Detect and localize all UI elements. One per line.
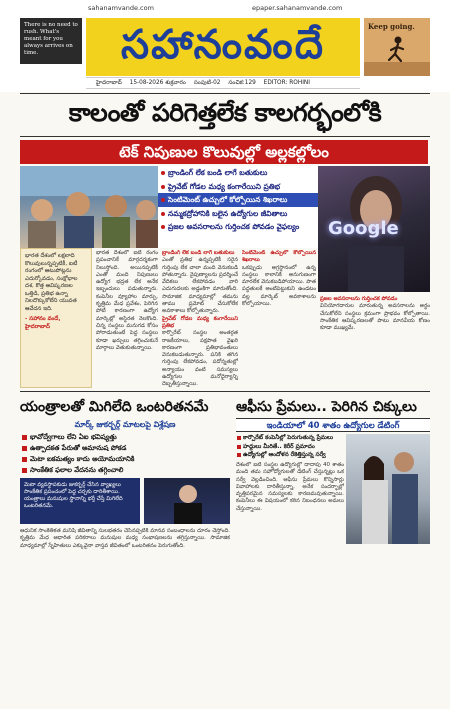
dateline (86, 77, 360, 89)
section3-points (236, 434, 346, 460)
section3-headline[interactable]: ఆఫీసు ప్రేమలు.. పెరిగిన చిక్కులు (236, 399, 417, 415)
divider (20, 136, 430, 137)
point-item: హద్దులు మీరితే.. కెరీర్ ప్రమాదం (236, 443, 346, 452)
website-url[interactable]: sahanamvande.com (88, 4, 154, 12)
dateline-editor: EDITOR: ROHINI (263, 80, 310, 86)
promo-box (364, 18, 430, 76)
section-banner: టెక్ నిపుణుల కొలువుల్లో అల్లకల్లోలం (20, 140, 428, 164)
subheading: ప్రజల అవసరాలను గుర్తించక పోవడం (320, 296, 398, 302)
tech-professionals-photo (20, 166, 158, 248)
zuckerberg-photo (144, 478, 230, 524)
dateline-date: 15-08-2026 శుక్రవారం (129, 80, 186, 86)
divider (20, 391, 430, 392)
article-text: ఆధునిక సాంకేతికత మనిషి జీవితాన్ని సులభతరం చేసినప్పటికీ మానవ సంబంధాలను దూరం చేస్తోంది. కృత్రిమ మేధ ఆధారిత పరికరాలు మనుషుల మధ్య సంభాషణలను తగ్గిస్తున్నాయి. సామాజిక మాధ్యమాల్లో స్నేహితులు ఎక్కువైనా వాస్తవ జీవితంలో ఒంటరితనం పెరుగుతోంది. (20, 528, 230, 549)
intro-box (20, 248, 92, 388)
section2-summary-panel: మెటా వ్యవస్థాపకుడు జుకర్బర్గ్ చేసిన వ్యాఖ్యలు సాంకేతిక ప్రపంచంలో పెద్ద చర్చకు దారితీశాయి. యంత్రాలు మనుషుల స్థానాన్ని భర్తీ చేస్తే మిగిలేది ఒంటరితనమే. (20, 478, 140, 524)
article-column (236, 462, 344, 700)
highlight-item[interactable]: సెంటిమెంట్ ఉచ్చులో కోల్పోయిన శిఖరాలు (158, 193, 318, 207)
article-column (242, 250, 316, 388)
subheading: ప్రైవేట్ గోడల మధ్య కంగారేయిని ప్రతిభ (162, 315, 238, 329)
highlight-item[interactable]: బ్రాండింగ్ లేక బండి లాగే బతుకులు (158, 166, 318, 180)
point-item: సాంకేతిక ఫలాల వేదనను తగ్గించాలి (20, 465, 230, 476)
section2-headline[interactable]: యంత్రాలతో మిగిలేది ఒంటరితనమే (20, 399, 209, 415)
article-column (20, 528, 230, 700)
main-headline[interactable]: కాలంతో పరిగెత్తలేక కాలగర్భంలోకి (68, 98, 382, 127)
dateline-number: సంచిక:129 (228, 80, 256, 86)
point-item: భావోద్వేగాలు లేని ఏఐ భవిష్యత్తు (20, 432, 230, 443)
subheading: బ్రాండింగ్ లేక బండి లాగే బతుకులు (162, 250, 235, 256)
article-text: కార్పొరేట్ సంస్థల అంతర్గత రాజకీయాలు, పక్షపాత వైఖరి కారణంగా ప్రతిభావంతులు వెనుకబడుతున్నారు. పనికి తగిన గుర్తింపు లేకపోవడం, పదోన్నతుల్లో అన్యాయం వంటి సమస్యలు ఉద్యోగుల మనోధైర్యాన్ని దెబ్బతీస్తున్నాయి. (162, 330, 238, 388)
office-couple-photo (346, 434, 430, 544)
subheading: సెంటిమెంట్ ఉచ్చులో కోల్పోయిన శిఖరాలు (242, 250, 316, 264)
article-column (96, 250, 158, 388)
byline: - సహానం వందే, హైదరాబాద్ (25, 316, 61, 330)
runner-illustration (364, 32, 430, 76)
point-item: ఉద్యోగుల్లో ఆందోళన రేకెత్తిస్తున్న సర్వే (236, 451, 346, 460)
highlight-item[interactable]: ప్రైవేట్ గోడల మధ్య కంగారేయిని ప్రతిభ (158, 180, 318, 194)
point-item: కార్పొరేట్ కంపెనీల్లో పెరుగుతున్న ప్రేమలు (236, 434, 346, 443)
highlight-item[interactable]: నమ్మకద్రోహానికి బలైన ఉద్యోగుల జీవితాలు (158, 207, 318, 221)
point-item: ఉత్పాదకత పేరుతో అమానుష పోకడ (20, 443, 230, 454)
article-text: భారత దేశంలో ఐటీ రంగం ప్రపంచానికే మార్గదర్శకంగా నిలుస్తోంది. అయినప్పటికీ ఎంతో మంది నిపుణులు ఉద్యోగ భద్రత లేక అనేక ఇబ్బందులు పడుతున్నారు. కంపెనీల వ్యూహాల మార్పు, కృత్రిమ మేధ ప్రవేశం, పెరిగిన పోటీ కారణంగా ఉద్యోగ మార్కెట్లో అస్థిరత నెలకొంది. చిన్న సంస్థలు మనుగడ కోసం పోరాడుతుంటే పెద్ద సంస్థలు కూడా ఖర్చులు తగ్గించుకునే మార్గాలు వెతుకుతున్నాయి. (96, 250, 158, 351)
article-text: ఒకప్పుడు అగ్రస్థానంలో ఉన్న సంస్థలు కాలానికి అనుగుణంగా మారలేక వెనుకబడిపోయాయి. పాత పద్ధతులకే అంటిపెట్టుకుని ఉండటం వల్ల మార్కెట్ అవకాశాలను కోల్పోయాయి. (242, 264, 316, 308)
article-text: దేశంలో ఐటీ సంస్థల ఉద్యోగుల్లో దాదాపు 40 శాతం మంది తమ సహోద్యోగులతో డేటింగ్ చేస్తున్నట్లు ఒక సర్వే వెల్లడించింది. ఆఫీసు ప్రేమలు కొన్నిసార్లు వివాహాలకు దారితీస్తున్నా, అనేక సందర్భాల్లో వృత్తిపరమైన సమస్యలకు కారణమవుతున్నాయి. కంపెనీలు ఈ విషయంలో కఠిన నిబంధనలు అమలు చేస్తున్నాయి. (236, 462, 344, 512)
highlights-list (158, 166, 318, 248)
article-column (320, 296, 430, 388)
article-text: వినియోగదారుల మారుతున్న అవసరాలను అర్థం చేసుకోలేని సంస్థలు క్రమంగా ప్రాభవం కోల్పోతాయి. సాంకేతిక ఆవిష్కరణలతో పాటు మానవీయ కోణం కూడా ముఖ్యమే. (320, 303, 430, 332)
section3-banner: ఇండియాలో 40 శాతం ఉద్యోగుల డేటింగ్ (236, 418, 430, 432)
section2-points (20, 432, 230, 476)
article-text: ఎంతో ప్రతిభ ఉన్నప్పటికీ సరైన గుర్తింపు లేక చాలా మంది వెనుకబడి పోతున్నారు. నైపుణ్యాలను ప్రదర్శించే వేదికలు లేకపోవడం వారి ఎదుగుదలకు అడ్డంకిగా మారుతోంది. సామాజిక మాధ్యమాల్లో తమను తాము ప్రమోట్ చేసుకోలేక అవకాశాలు కోల్పోతున్నారు. (162, 257, 238, 315)
intro-text: భారత దేశంలో లక్షలాది కొలువులున్నప్పటికీ, ఐటీ రంగంలో ఆటుపోట్లను ఎదుర్కోవడం, సంక్షోభాల దశ, కొత్త ఆవిష్కరణల ఒత్తిడి, ప్రతిభ ఉన్నా నిలదొక్కుకోలేని యువత ఆవేదన ఇది. (25, 253, 78, 312)
article-column (162, 250, 238, 388)
point-item: మెటా ఐకమత్యం కాదు అయోమయానికి (20, 454, 230, 465)
highlight-item[interactable]: ప్రజల అవసరాలను గుర్తించక పోవడం వైఫల్యం (158, 220, 318, 234)
epaper-url[interactable]: epaper.sahanamvande.com (252, 4, 343, 12)
section2-subheading: మార్క్ జుకర్బర్గ్ మాటలపై విశ్లేషణ (74, 420, 176, 429)
google-wordmark: Google (328, 218, 399, 239)
dateline-city: హైదరాబాద్ (96, 80, 122, 86)
quote-box: There is no need to rush. What's meant for you always arrives on time. (20, 18, 82, 64)
masthead (0, 0, 450, 92)
google-worker-photo (318, 166, 430, 292)
newspaper-logo: సహానంవందే (121, 21, 325, 68)
dateline-issue: సంపుటి-02 (193, 80, 221, 86)
promo-title: Keep going. (368, 22, 415, 31)
logo-band (86, 18, 360, 76)
